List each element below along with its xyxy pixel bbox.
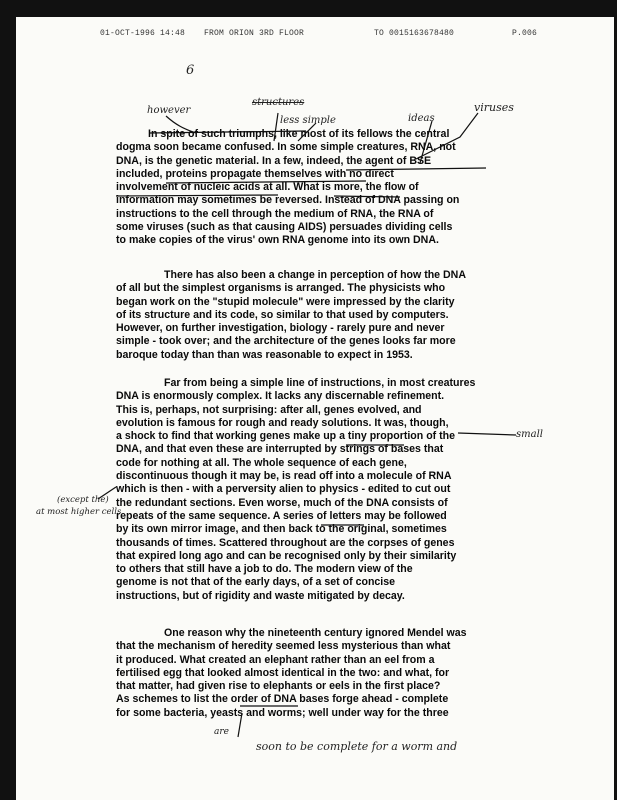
paragraph-line: of its structure and its code, so similar to that used by computers. — [116, 308, 449, 321]
paragraph-line: involvement of nucleic acids at all. What is more, the flow of — [116, 181, 419, 194]
paragraph-line: repeats of the same sequence. A series of letters may be followed — [116, 509, 447, 522]
fax-datetime: 01-OCT-1996 14:48 — [100, 29, 186, 38]
paragraph-line: instructions to the cell through the medium of RNA, the RNA of — [116, 207, 434, 220]
paragraph-line: began work on the "stupid molecule" were impressed by the clarity — [116, 295, 455, 308]
annotation-less-simple: less simple — [280, 115, 336, 126]
paragraph-line: the redundant sections. Even worse, much of the DNA consists of — [116, 496, 448, 509]
annotation-except-line2: at most higher cells — [36, 507, 122, 517]
annotation-small: small — [516, 429, 543, 440]
paragraph-line: some viruses (such as that causing AIDS) persuades dividing cells — [116, 221, 453, 234]
paragraph-line: DNA, is the genetic material. In a few, indeed, the agent of BSE — [116, 154, 432, 167]
handwritten-page-number: 6 — [186, 63, 195, 78]
annotation-viruses: viruses — [474, 101, 514, 114]
paragraph-line: of all but the simplest organisms is arranged. The physicists who — [116, 282, 446, 295]
paragraph-line: code for nothing at all. The whole sequence of each gene, — [116, 456, 407, 469]
annotation-footer-insert: soon to be complete for a worm and — [256, 740, 458, 753]
annotation-ideas: ideas — [408, 113, 435, 124]
paragraph-line: that expired long ago and can be recognised only by their similarity — [116, 549, 457, 562]
paragraph-line: Far from being a simple line of instructions, in most creatures — [164, 377, 476, 389]
paragraph-line: thousands of times. Scattered throughout are the corpses of genes — [116, 536, 455, 549]
paragraph-line: DNA, and that even these are interrupted by strings of bases that — [116, 443, 444, 456]
paragraph-line: evolution is famous for rough and ready solutions. It was, though, — [116, 416, 449, 429]
paragraph-line: it produced. What created an elephant rather than an eel from a — [116, 653, 435, 666]
paragraph-line: As schemes to list the order of DNA bases forge ahead - complete — [116, 693, 449, 706]
fax-page: P.006 — [512, 29, 538, 38]
annotation-are: are — [214, 727, 229, 737]
paragraph-line: dogma soon became confused. In some simple creatures, RNA, not — [116, 141, 456, 154]
fax-from: FROM ORION 3RD FLOOR — [204, 29, 305, 38]
paragraph-3 — [116, 377, 511, 603]
annotation-however: however — [147, 105, 191, 116]
paragraph-line: In spite of such triumphs, like most of its fellows the central — [148, 128, 450, 140]
document-page — [16, 17, 614, 800]
paragraph-line: by its own mirror image, and then back to the original, sometimes — [116, 523, 447, 536]
paragraph-line: This is, perhaps, not surprising: after all, genes evolved, and — [116, 403, 422, 416]
paragraph-line: to others that still have a job to do. The modern view of the — [116, 563, 413, 576]
paragraph-line: One reason why the nineteenth century ignored Mendel was — [164, 627, 467, 639]
paragraph-line: genome is not that of the early days, of a set of concise — [116, 576, 396, 589]
paragraph-line: simple - took over; and the architecture of the genes looks far more — [116, 335, 456, 348]
paragraph-line: discontinuous though it may be, is read off into a molecule of RNA — [116, 470, 452, 483]
paragraph-line: There has also been a change in perception of how the DNA — [164, 269, 466, 281]
paragraph-line: that matter, had given rise to elephants or eels in the first place? — [116, 680, 441, 693]
paragraph-1 — [116, 128, 511, 248]
paragraph-line: to make copies of the virus' own RNA genome into its own DNA. — [116, 234, 439, 247]
paragraph-line: fertilised egg that looked almost identical in the two: and what, for — [116, 666, 450, 679]
paragraph-2 — [116, 269, 511, 362]
paragraph-line: for some bacteria, yeasts and worms; well under way for the three — [116, 706, 449, 719]
fax-to: TO 0015163678480 — [374, 29, 455, 38]
paragraph-line: included, proteins propagate themselves with no direct — [116, 167, 394, 180]
paragraph-line: However, on further investigation, biology - rarely pure and never — [116, 322, 445, 335]
paragraph-line: DNA is enormously complex. It lacks any discernable refinement. — [116, 390, 445, 403]
paragraph-line: baroque today than than was reasonable to expect in 1953. — [116, 348, 413, 361]
paragraph-line: which is then - with a perversity alien to physics - edited to cut out — [116, 483, 451, 496]
paragraph-line: information may sometimes be reversed. Instead of DNA passing on — [116, 194, 460, 207]
paragraph-line: a shock to find that working genes make up a tiny proportion of the — [116, 430, 456, 443]
paragraph-line: instructions, but of rigidity and waste mitigated by decay. — [116, 589, 405, 602]
paragraph-4 — [116, 627, 511, 720]
annotation-structures: structures — [252, 97, 305, 108]
paragraph-line: that the mechanism of heredity seemed less mysterious than what — [116, 640, 451, 653]
annotation-except-line1: (except the) — [57, 495, 109, 505]
